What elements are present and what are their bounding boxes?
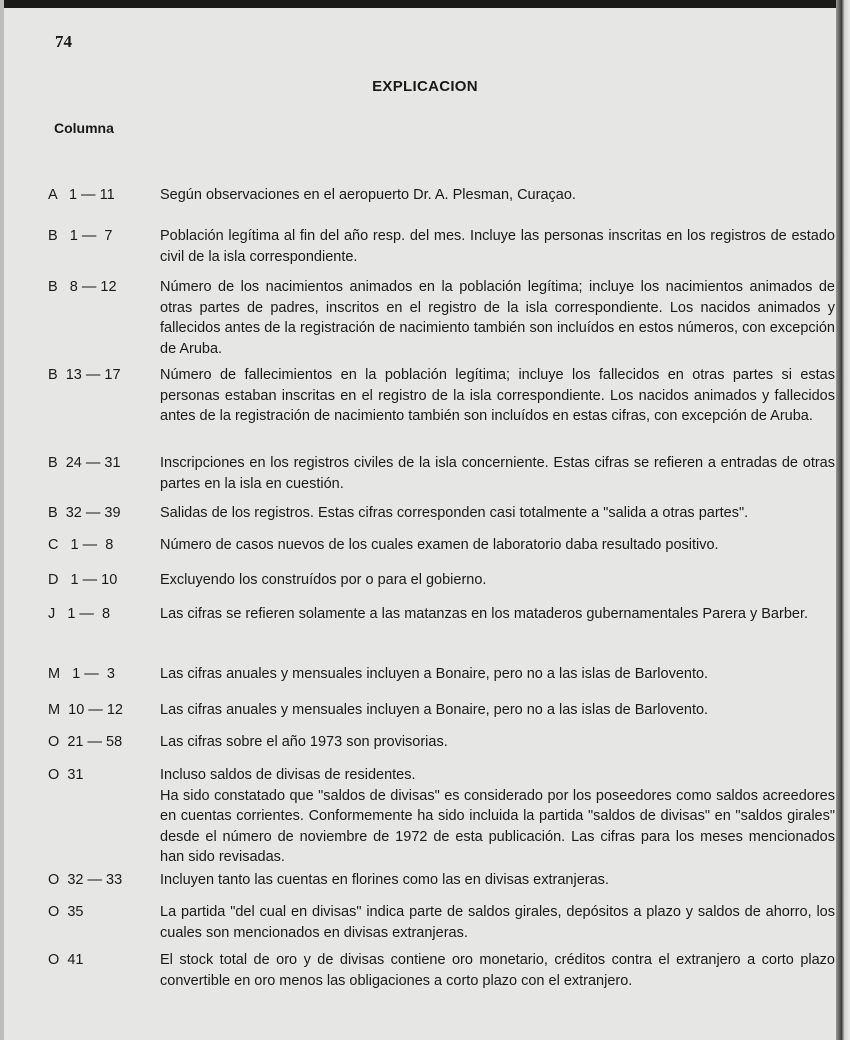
entry-paragraph: Número de los nacimientos animados en la población legítima; incluye los nacimientos animados de otras partes de padres, inscritos en el registro de la isla correspondiente. Los nacidos animados y fallecidos antes de la registración de nacimiento también son incluídos en estos números, con excepción de Aruba. bbox=[160, 279, 835, 357]
entry-text bbox=[160, 604, 835, 625]
explanation-entry bbox=[48, 902, 835, 943]
entry-code: O 41 bbox=[48, 952, 84, 968]
entry-paragraph: Las cifras anuales y mensuales incluyen a Bonaire, pero no a las islas de Barlovento. bbox=[160, 666, 709, 682]
entry-paragraph: Salidas de los registros. Estas cifras corresponden casi totalmente a "salida a otras partes". bbox=[160, 505, 749, 521]
entry-code: D 1 — 10 bbox=[48, 572, 118, 588]
entry-code: M 10 — 12 bbox=[48, 702, 123, 718]
explanation-entry bbox=[48, 365, 835, 427]
scan-top-border bbox=[0, 0, 850, 8]
entry-text bbox=[160, 226, 835, 267]
entry-text bbox=[160, 902, 835, 943]
entry-text bbox=[160, 453, 835, 494]
entry-text bbox=[160, 570, 835, 591]
entry-paragraph: Las cifras anuales y mensuales incluyen a Bonaire, pero no a las islas de Barlovento. bbox=[160, 702, 709, 718]
entry-code: O 21 — 58 bbox=[48, 734, 123, 750]
explanation-entry bbox=[48, 535, 835, 556]
entry-code: C 1 — 8 bbox=[48, 537, 114, 553]
entry-paragraph: La partida "del cual en divisas" indica parte de saldos girales, depósitos a plazo y saldos de ahorro, los cuales son mencionados en divisas extranjeras. bbox=[160, 904, 835, 941]
explanation-entry bbox=[48, 226, 835, 267]
entry-paragraph: Incluyen tanto las cuentas en florines como las en divisas extranjeras. bbox=[160, 872, 609, 888]
entry-paragraph: Las cifras sobre el año 1973 son provisorias. bbox=[160, 734, 448, 750]
entry-paragraph: Número de fallecimientos en la población legítima; incluye los fallecidos en otras partes si estas personas estaban inscritas en el registro de la isla correspondiente. Los nacidos animados y fallecidos antes de la registración de nacimiento también son incluídos en estas cifras, con excepción de Aruba. bbox=[160, 367, 835, 424]
explanation-entry bbox=[48, 870, 835, 891]
entry-text bbox=[160, 535, 835, 556]
entry-code: B 13 — 17 bbox=[48, 367, 121, 383]
entry-paragraph: Las cifras se refieren solamente a las matanzas en los mataderos gubernamentales Parera y Barber. bbox=[160, 606, 809, 622]
page-number: 74 bbox=[55, 32, 72, 51]
entry-code: B 1 — 7 bbox=[48, 228, 113, 244]
explanation-entry bbox=[48, 604, 835, 625]
entry-paragraph: Población legítima al fin del año resp. del mes. Incluye las personas inscritas en los registros de estado civil de la isla correspondiente. bbox=[160, 228, 835, 265]
entry-text bbox=[160, 732, 835, 753]
entry-code: O 32 — 33 bbox=[48, 872, 123, 888]
entry-text bbox=[160, 185, 835, 206]
scan-left-border bbox=[0, 0, 4, 1040]
entry-code: A 1 — 11 bbox=[48, 187, 115, 203]
explanation-entry bbox=[48, 185, 835, 206]
entry-text bbox=[160, 277, 835, 359]
explanation-entry bbox=[48, 765, 835, 868]
explanation-entry bbox=[48, 453, 835, 494]
entry-code: B 8 — 12 bbox=[48, 279, 117, 295]
entry-text bbox=[160, 765, 835, 868]
entry-text bbox=[160, 700, 835, 721]
book-spine-edge bbox=[836, 0, 850, 1040]
explanation-entry bbox=[48, 664, 835, 685]
entry-paragraph: Excluyendo los construídos por o para el gobierno. bbox=[160, 572, 487, 588]
entry-text bbox=[160, 365, 835, 427]
explanation-entry bbox=[48, 732, 835, 753]
explanation-entry bbox=[48, 570, 835, 591]
explanation-entry bbox=[48, 503, 835, 524]
entry-code: J 1 — 8 bbox=[48, 606, 111, 622]
explanation-entry bbox=[48, 950, 835, 991]
entry-code: M 1 — 3 bbox=[48, 666, 115, 682]
explanation-entry bbox=[48, 700, 835, 721]
entry-code: O 31 bbox=[48, 767, 84, 783]
entry-paragraph: Ha sido constatado que "saldos de divisas" es considerado por los poseedores como saldos acreedores en cuentas corrientes. Conformemente ha sido incluida la partida "saldos de divisas" en "saldos girales" desde el número de noviembre de 1972 de esta publicación. Las cifras para los meses mencionados han sido revisadas. bbox=[160, 787, 835, 865]
entry-code: O 35 bbox=[48, 904, 84, 920]
entry-paragraph: Según observaciones en el aeropuerto Dr. A. Plesman, Curaçao. bbox=[160, 187, 576, 203]
entry-text bbox=[160, 503, 835, 524]
entry-code: B 24 — 31 bbox=[48, 455, 121, 471]
entry-text bbox=[160, 664, 835, 685]
column-header: Columna bbox=[54, 120, 114, 136]
page-title: EXPLICACION bbox=[372, 78, 478, 95]
entry-paragraph: Número de casos nuevos de los cuales examen de laboratorio daba resultado positivo. bbox=[160, 537, 719, 553]
entry-text bbox=[160, 950, 835, 991]
entry-paragraph: Inscripciones en los registros civiles de la isla concerniente. Estas cifras se refieren a entradas de otras partes en la isla en cuestión. bbox=[160, 455, 835, 492]
entry-text bbox=[160, 870, 835, 891]
entry-paragraph: El stock total de oro y de divisas contiene oro monetario, créditos contra el extranjero a corto plazo convertible en oro menos las obligaciones a corto plazo con el extranjero. bbox=[160, 952, 835, 989]
entry-code: B 32 — 39 bbox=[48, 505, 121, 521]
explanation-entry bbox=[48, 277, 835, 359]
entry-paragraph: Incluso saldos de divisas de residentes. bbox=[160, 767, 416, 783]
